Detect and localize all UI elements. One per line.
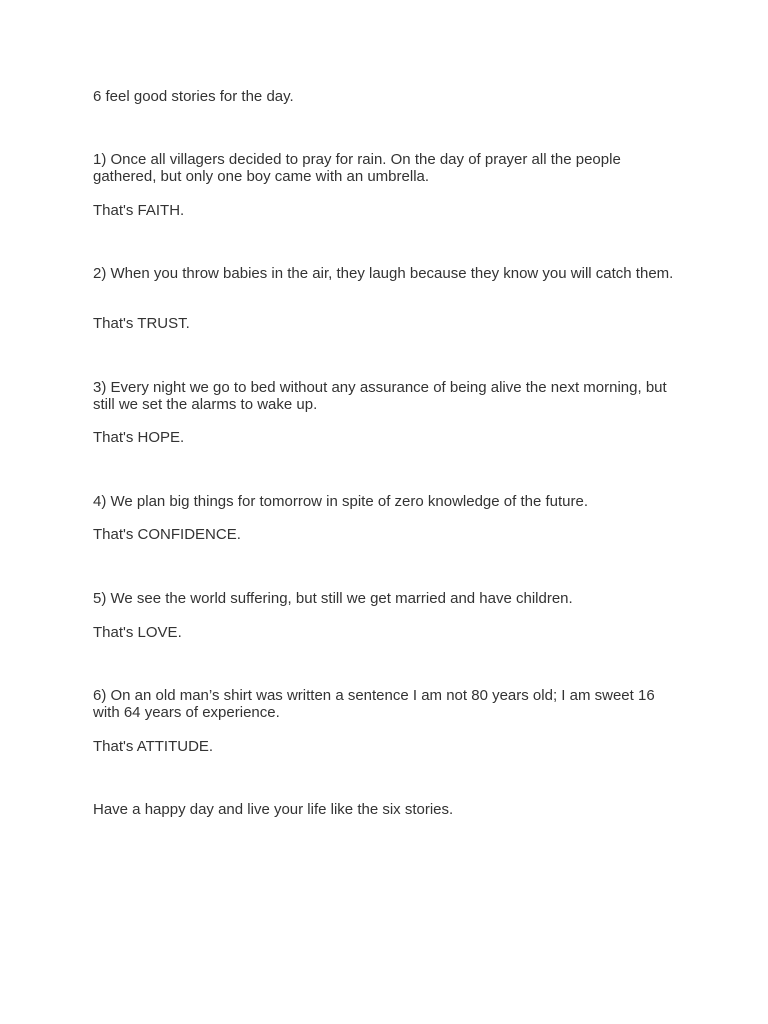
story-5-conclusion: That's LOVE. (93, 624, 182, 641)
story-3-conclusion: That's HOPE. (93, 429, 185, 446)
story-5-text: 5) We see the world suffering, but still we get married and have children. (93, 590, 573, 607)
story-1-text: 1) Once all villagers decided to pray for rain. On the day of prayer all the people gathered, but only one boy came with an umbrella. (93, 151, 621, 185)
story-1-conclusion: That's FAITH. (93, 202, 185, 219)
story-6-text: 6) On an old man’s shirt was written a sentence I am not 80 years old; I am sweet 16 with 64 years of experience. (93, 687, 655, 721)
story-4-conclusion: That's CONFIDENCE. (93, 526, 241, 543)
story-2-conclusion: That's TRUST. (93, 315, 190, 332)
story-4-text: 4) We plan big things for tomorrow in spite of zero knowledge of the future. (93, 493, 588, 510)
document-title: 6 feel good stories for the day. (93, 88, 294, 105)
story-2-text: 2) When you throw babies in the air, they laugh because they know you will catch them. (93, 265, 674, 282)
story-6-conclusion: That's ATTITUDE. (93, 738, 214, 755)
story-3-text: 3) Every night we go to bed without any assurance of being alive the next morning, but still we set the alarms to wake up. (93, 379, 667, 413)
closing-line: Have a happy day and live your life like the six stories. (93, 801, 454, 818)
